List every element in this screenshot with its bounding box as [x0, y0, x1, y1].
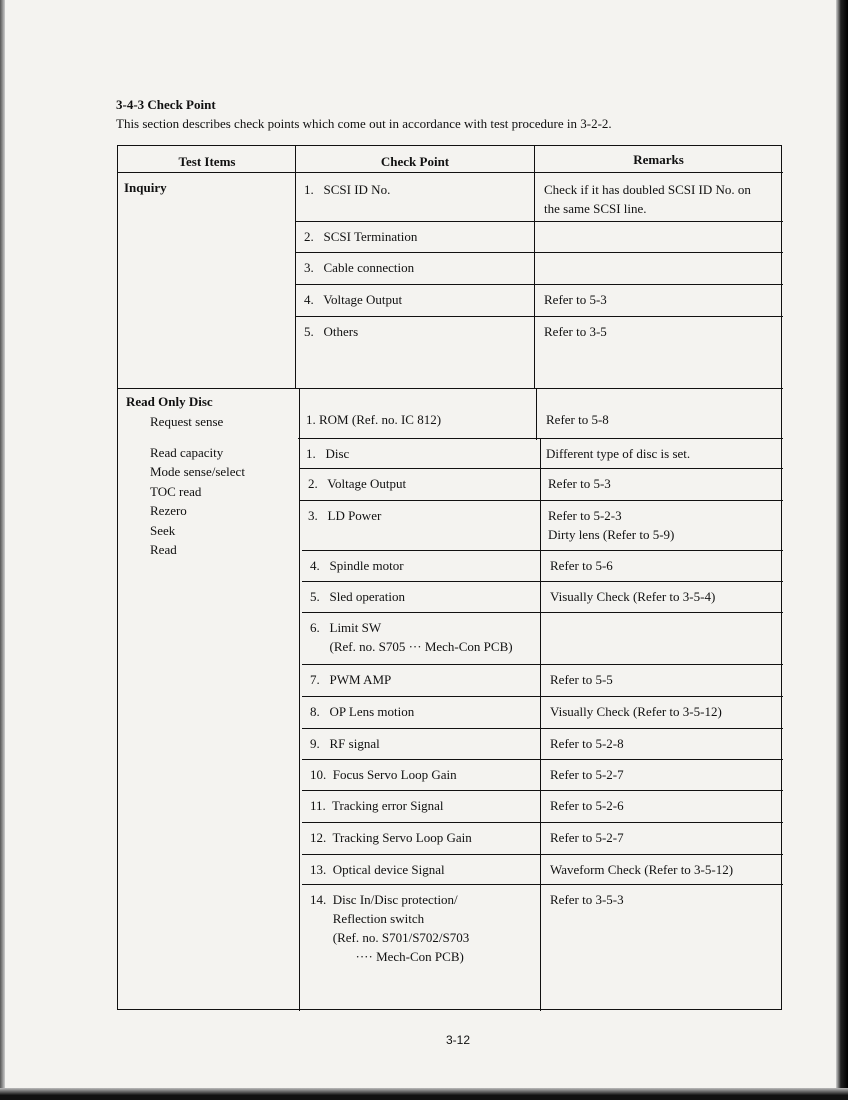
check-point-cell: 1. Disc — [306, 446, 350, 461]
scan-edge-right — [836, 0, 848, 1100]
check-point-cell: 14. Disc In/Disc protection/ Reflection switch (Ref. no. S701/S702/S703 ···· Mech-Con PCB) — [310, 892, 470, 964]
section-intro: This section describes check points which come out in accordance with test procedure in 3-2-2. — [116, 116, 612, 131]
row-rule — [296, 252, 783, 253]
check-point-cell: 4. Voltage Output — [304, 292, 403, 307]
group-title-read-only-disc: Read Only Disc — [126, 394, 213, 409]
remarks-cell: Visually Check (Refer to 3-5-4) — [550, 589, 716, 604]
remarks-cell: Refer to 5-2-7 — [550, 767, 624, 782]
remarks-cell: Refer to 3-5-3 — [550, 892, 624, 907]
sub-item: Seek — [150, 523, 176, 538]
remarks-cell: Waveform Check (Refer to 3-5-12) — [550, 862, 734, 877]
remarks-cell: Refer to 5-8 — [546, 412, 609, 427]
sub-item: Read — [150, 542, 177, 557]
check-point-cell: 2. SCSI Termination — [304, 229, 418, 244]
row-rule — [296, 316, 783, 317]
row-rule — [302, 854, 783, 855]
row-rule — [300, 468, 783, 469]
remarks-cell: Refer to 5-2-8 — [550, 736, 624, 751]
row-rule — [302, 790, 783, 791]
scan-edge-bottom — [0, 1088, 848, 1100]
remarks-cell: Refer to 5-2-3 Dirty lens (Refer to 5-9) — [548, 508, 675, 542]
header-remarks: Remarks — [633, 152, 684, 167]
row-rule — [302, 696, 783, 697]
remarks-cell: Refer to 5-6 — [550, 558, 613, 573]
sub-item: Request sense — [150, 414, 224, 429]
table-header-rule — [118, 172, 783, 173]
check-point-cell: 3. LD Power — [308, 508, 382, 523]
check-point-cell: 9. RF signal — [310, 736, 380, 751]
check-point-cell: 11. Tracking error Signal — [310, 798, 444, 813]
header-test-items: Test Items — [178, 154, 236, 169]
remarks-cell: Refer to 5-5 — [550, 672, 613, 687]
page-number: 3-12 — [446, 1033, 471, 1047]
row-rule — [302, 822, 783, 823]
row-rule — [302, 581, 783, 582]
row-rule — [302, 550, 783, 551]
section-heading: 3-4-3 Check Point — [116, 97, 216, 112]
check-point-cell: 6. Limit SW (Ref. no. S705 ··· Mech-Con PCB) — [310, 620, 513, 654]
remarks-cell: Refer to 3-5 — [544, 324, 607, 339]
row-rule — [298, 388, 783, 389]
column-rule — [534, 146, 535, 388]
row-rule — [296, 221, 783, 222]
remarks-cell: Different type of disc is set. — [546, 446, 691, 461]
row-rule — [300, 500, 783, 501]
scan-edge-left — [0, 0, 5, 1100]
check-point-cell: 1. SCSI ID No. — [304, 182, 391, 197]
remarks-cell: Refer to 5-2-7 — [550, 830, 624, 845]
row-rule — [298, 438, 783, 439]
row-rule — [302, 884, 783, 885]
check-point-cell: 13. Optical device Signal — [310, 862, 445, 877]
check-point-cell: 3. Cable connection — [304, 260, 415, 275]
check-point-cell: 7. PWM AMP — [310, 672, 392, 687]
column-rule — [540, 438, 541, 1011]
remarks-cell: Refer to 5-2-6 — [550, 798, 624, 813]
remarks-cell: Visually Check (Refer to 3-5-12) — [550, 704, 722, 719]
row-rule — [302, 759, 783, 760]
remarks-cell: Refer to 5-3 — [544, 292, 607, 307]
sub-item: TOC read — [150, 484, 202, 499]
row-rule — [302, 728, 783, 729]
check-point-cell: 4. Spindle motor — [310, 558, 404, 573]
remarks-cell: Refer to 5-3 — [548, 476, 611, 491]
sub-item: Mode sense/select — [150, 464, 245, 479]
check-point-cell: 2. Voltage Output — [308, 476, 407, 491]
check-point-cell: 5. Sled operation — [310, 589, 405, 604]
row-rule — [302, 612, 783, 613]
sub-item: Rezero — [150, 503, 187, 518]
column-rule — [536, 388, 537, 440]
check-point-cell: 10. Focus Servo Loop Gain — [310, 767, 457, 782]
check-point-cell: 1. ROM (Ref. no. IC 812) — [306, 412, 442, 427]
column-rule — [295, 146, 296, 388]
sub-item: Read capacity — [150, 445, 224, 460]
row-rule — [302, 664, 783, 665]
row-rule — [296, 284, 783, 285]
group-title-inquiry: Inquiry — [124, 180, 167, 195]
column-rule — [299, 388, 300, 1011]
check-point-cell: 12. Tracking Servo Loop Gain — [310, 830, 472, 845]
check-point-cell: 5. Others — [304, 324, 359, 339]
header-check-point: Check Point — [380, 154, 450, 169]
check-point-cell: 8. OP Lens motion — [310, 704, 415, 719]
check-point-table — [117, 145, 782, 1010]
remarks-cell: Check if it has doubled SCSI ID No. on the same SCSI line. — [544, 182, 751, 216]
